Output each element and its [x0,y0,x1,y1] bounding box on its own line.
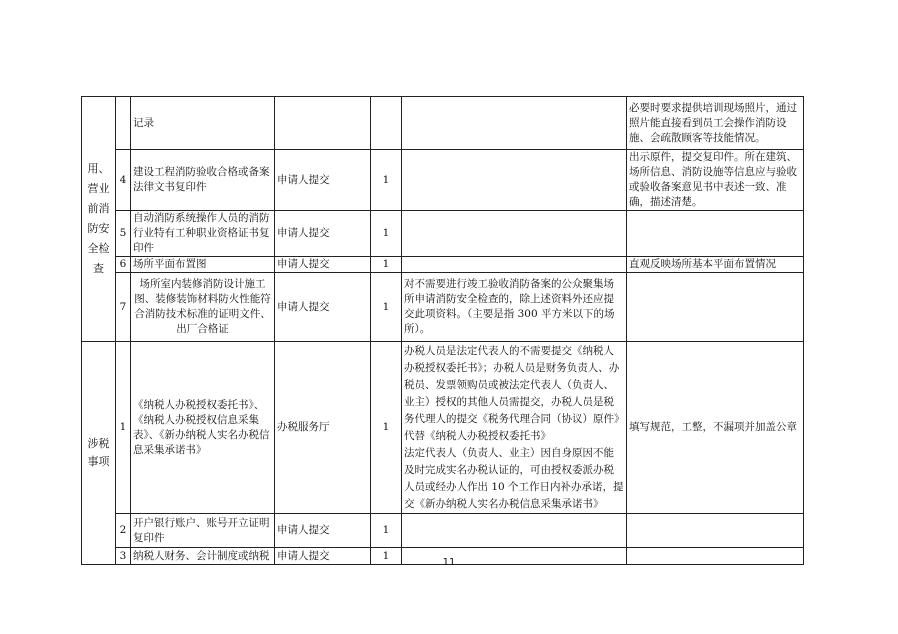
table-row [82,97,804,150]
page-number: 11 [442,557,456,568]
row-number [116,97,131,150]
quantity-cell [371,97,402,150]
table-row [82,257,804,273]
quantity-cell: 1 [371,150,402,211]
quantity-cell: 1 [371,273,402,342]
material-cell: 纳税人财务、会计制度或纳税 [131,548,275,565]
source-cell: 申请人提交 [275,273,371,342]
category-label: 涉税事项 [87,437,110,468]
material-cell: 场所室内装修消防设计施工图、装修装饰材料防火性能符合消防技术标准的证明文件、出厂合格证 [131,273,275,342]
table-row [82,211,804,257]
table-row [82,273,804,342]
row-number: 7 [116,273,131,342]
table-row [82,342,804,514]
remark-cell [627,211,804,257]
row-number: 4 [116,150,131,211]
source-cell: 申请人提交 [275,548,371,565]
quantity-cell: 1 [371,257,402,273]
source-cell: 申请人提交 [275,150,371,211]
note-cell [402,514,627,548]
note-cell [402,97,627,150]
remark-cell [627,273,804,342]
source-cell: 申请人提交 [275,211,371,257]
note-cell: 对不需要进行竣工验收消防备案的公众聚集场所申请消防安全检查的，除上述资料外还应提交此项资料。（主要是指 300 平方米以下的场所）。 [402,273,627,342]
material-cell: 自动消防系统操作人员的消防行业特有工种职业资格证书复印件 [131,211,275,257]
material-cell: 开户银行账户、账号开立证明复印件 [131,514,275,548]
category-label: 用、营业前消防安全检查 [87,162,110,275]
table-row [82,514,804,548]
row-number: 1 [116,342,131,514]
source-cell: 申请人提交 [275,257,371,273]
row-number: 2 [116,514,131,548]
row-number: 6 [116,257,131,273]
remark-cell [627,514,804,548]
note-cell [402,257,627,273]
note-cell: 办税人员是法定代表人的不需要提交《纳税人办税授权委托书》；办税人员是财务负责人、办税员、发票领购员或被法定代表人（负责人、业主）授权的其他人员需提交，办税人员是税务代理人的提交《税务代理合同（协议）原件》代替《纳税人办税授权委托书》 法定代表人（负责人、业主）因自身原因不能及时完成实名办税认证的，可由授权委派办税人员或经办人作出 10 个工作日内补办承诺，提交《新办纳税人实名办税信息采集承诺书》 [402,342,627,514]
category-cell [82,342,116,565]
remark-cell: 填写规范，工整，不漏项并加盖公章 [627,342,804,514]
row-number: 5 [116,211,131,257]
quantity-cell: 1 [371,342,402,514]
material-cell: 场所平面布置图 [131,257,275,273]
material-cell: 建设工程消防验收合格或备案法律文书复印件 [131,150,275,211]
quantity-cell: 1 [371,211,402,257]
remark-cell: 直观反映场所基本平面布置情况 [627,257,804,273]
quantity-cell: 1 [371,548,402,565]
table-row [82,150,804,211]
source-cell: 办税服务厅 [275,342,371,514]
note-cell [402,150,627,211]
material-cell: 《纳税人办税授权委托书》、《纳税人办税授权信息采集表》、《新办纳税人实名办税信息采集承诺书》 [131,342,275,514]
row-number: 3 [116,548,131,565]
quantity-cell: 1 [371,514,402,548]
requirements-table [81,96,804,565]
material-cell: 记录 [131,97,275,150]
source-cell [275,97,371,150]
category-cell [82,97,116,342]
remark-cell: 出示原件，提交复印件。所在建筑、场所信息、消防设施等信息应与验收或验收备案意见书中表述一致、准确，描述清楚。 [627,150,804,211]
source-cell: 申请人提交 [275,514,371,548]
note-cell [402,211,627,257]
remark-cell: 必要时要求提供培训现场照片，通过照片能直接看到员工会操作消防设施、会疏散顾客等技能情况。 [627,97,804,150]
